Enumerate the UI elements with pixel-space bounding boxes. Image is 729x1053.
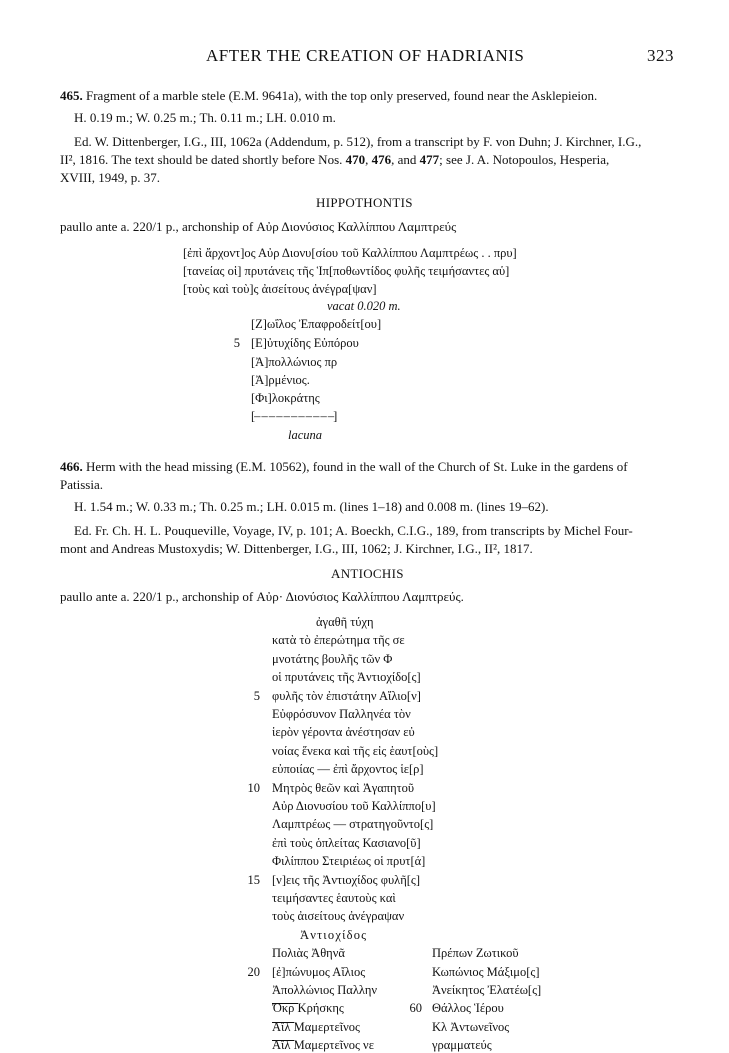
entry-466-number: 466. [60, 459, 83, 474]
entry-466-edition-1: Ed. Fr. Ch. H. L. Pouqueville, Voyage, IV, p. 101; A. Boeckh, C.I.G., 189, from transcripts by Michel Four- [74, 523, 633, 538]
running-head-title: AFTER THE CREATION OF HADRIANIS [206, 46, 525, 65]
page-number: 323 [647, 46, 674, 65]
ref-477: 477 [419, 152, 440, 167]
inscription-line: ἀγαθῆ τύχη [316, 615, 374, 629]
inscription-line: Ἀντιοχίδος [300, 927, 368, 942]
entry-466-date: paullo ante a. 220/1 p., archonship of Αὐρ· Διονύσιος Καλλίππου Λαμπτρεύς. [60, 589, 464, 604]
inscription-line: [Ε]ὐτυχίδης Εὐπόρου [251, 336, 359, 350]
entry-465-desc-text: Fragment of a marble stele (E.M. 9641a), with the top only preserved, found near the Asklepieion. [86, 88, 598, 103]
inscription-line: Μητρὸς θεῶν καὶ Ἀγαπητοῦ [272, 780, 415, 795]
entry-466-dimensions: H. 1.54 m.; W. 0.33 m.; Th. 0.25 m.; LH. 0.015 m. (lines 1–18) and 0.008 m. (lines 19–62). [74, 499, 549, 514]
inscription-line: τοὺς ἀισείτους ἀνέγραψαν [272, 909, 405, 924]
entry-466-edition-2: mont and Andreas Mustoxydis; W. Dittenberger, I.G., III, 1062; J. Kirchner, I.G., II², 1817. [60, 541, 533, 556]
inscription-line: νοίας ἕνεκα καὶ τῆς εἰς ἑαυτ[οὺς] [272, 743, 439, 758]
vacat-note: vacat 0.020 m. [327, 299, 401, 313]
inscription-line: [ν]εις τῆς Ἀντιοχίδος φυλῆ[ς] [272, 872, 421, 887]
entry-465-date: paullo ante a. 220/1 p., archonship of Αὐρ Διονύσιος Καλλίππου Λαμπτρεύς [60, 219, 457, 234]
inscription-line: [ἐ]πώνυμος Αἴλιος [272, 964, 366, 979]
inscription-line: ἱερὸν γέροντα ἀνέστησαν εὐ [272, 725, 415, 740]
abbreviation-overline [272, 1003, 298, 1004]
line-number-5: 5 [233, 336, 240, 350]
inscription-line: Ἀπολλώνιος Παλλην [272, 983, 378, 997]
inscription-right-line: Ἀνείκητος Ἐλατέω[ς] [432, 983, 542, 997]
lacuna-note: lacuna [288, 428, 323, 442]
inscription-line: εὐποιίας — ἐπὶ ἄρχοντος ἱε[ρ] [272, 762, 424, 777]
inscription-line: Λαμπτρέως — στρατηγοῦντο[ς] [272, 817, 434, 832]
inscription-line: [Ἀ]πολλώνιος πρ [251, 355, 338, 369]
inscription-line: [Ζ]ωΐλος Ἐπαφροδείτ[ου] [251, 317, 382, 331]
entry-465-edition-3: XVIII, 1949, p. 37. [60, 170, 161, 185]
entry-465-description [60, 86, 597, 105]
entry-465-edition-1: Ed. W. Dittenberger, I.G., III, 1062a (Addendum, p. 512), from a transcript by F. von Duhn; J. Kirchner, I.G., [74, 134, 642, 149]
inscription-line: [Φι]λοκράτης [251, 391, 320, 405]
abbreviation-overline [272, 1022, 294, 1023]
inscription-right-line: γραμματεύς [432, 1038, 492, 1053]
inscription-line: μνοτάτης βουλῆς τῶν Φ [272, 651, 393, 666]
inscription-line: [τοὺς καὶ τοὺ]ς ἀισείτους ἀνέγρα[ψαν] [183, 282, 377, 296]
inscription-line: [– – – – – – – – – – –] [251, 409, 337, 423]
line-number-20: 20 [247, 964, 260, 979]
inscription-line: Αἴλ Μαμερτεῖνος [272, 1019, 360, 1034]
entry-465-edition-2: II², 1816. The text should be dated shortly before Nos. 470, 476, and 477; see J. A. Notopoulos, Hesperia, [60, 152, 610, 167]
inscription-line: Ὀκρ Κρήσκης [272, 1001, 344, 1016]
line-number-60: 60 [409, 1001, 422, 1016]
inscription-right-line: Θάλλος Ἱέρου [432, 1001, 504, 1016]
entry-465-dimensions: H. 0.19 m.; W. 0.25 m.; Th. 0.11 m.; LH. 0.010 m. [74, 110, 336, 125]
inscription-line: Φιλίππου Στειριέως οἱ πρυτ[ά] [272, 854, 426, 869]
inscription-right-line: Πρέπων Ζωτικοῦ [432, 946, 519, 961]
inscription-line: τειμήσαντες ἑαυτοὺς καὶ [272, 891, 396, 905]
line-number-5: 5 [253, 688, 260, 703]
ref-470: 470 [345, 152, 366, 167]
entry-466-desc-text: Herm with the head missing (E.M. 10562), found in the wall of the Church of St. Luke in the gardens of [86, 459, 628, 474]
inscription-line: Πολιὰς Ἀθηνᾶ [272, 946, 345, 961]
inscription-line: [τανείας οἱ] πρυτάνεις τῆς Ἱπ[ποθωντίδος φυλῆς τειμήσαντες αὑ] [183, 264, 510, 278]
inscription-line: οἱ πρυτάνεις τῆς Ἀντιοχίδο[ς] [272, 670, 421, 685]
inscription-line: Εὐφρόσυνον Παλληνέα τὸν [272, 707, 411, 721]
inscription-right-line: Κλ Ἀντωνεῖνος [432, 1019, 510, 1034]
inscription-line: κατὰ τὸ ἐπερώτημα τῆς σε [272, 633, 405, 648]
ref-476: 476 [371, 152, 392, 167]
line-number-15: 15 [247, 872, 260, 887]
entry-466-description [60, 457, 628, 476]
entry-466-description-2: Patissia. [60, 477, 103, 492]
inscription-line: Αὐρ Διονυσίου τοῦ Καλλίππο[υ] [272, 799, 436, 813]
inscription-line: φυλῆς τὸν ἐπιστάτην Αἴλιο[ν] [272, 688, 421, 703]
abbreviation-overline [272, 1040, 294, 1041]
inscription-line: [ἐπὶ ἄρχοντ]ος Αὐρ Διονυ[σίου τοῦ Καλλίππου Λαμπτρέως . . πρυ] [183, 246, 517, 260]
inscription-line: ἐπὶ τοὺς ὁπλείτας Κασιανο[ῦ] [272, 835, 421, 850]
inscription-line: Αἴλ Μαμερτεῖνος νε [272, 1038, 374, 1053]
inscription-right-line: Κωπώνιος Μάξιμο[ς] [432, 964, 540, 979]
entry-465-number: 465. [60, 88, 83, 103]
tribe-heading-antiochis: ANTIOCHIS [331, 566, 404, 581]
line-number-10: 10 [247, 780, 260, 795]
inscription-line: [Ἀ]ρμένιος. [251, 373, 310, 387]
tribe-heading-hippothontis: HIPPOTHONTIS [316, 195, 413, 210]
